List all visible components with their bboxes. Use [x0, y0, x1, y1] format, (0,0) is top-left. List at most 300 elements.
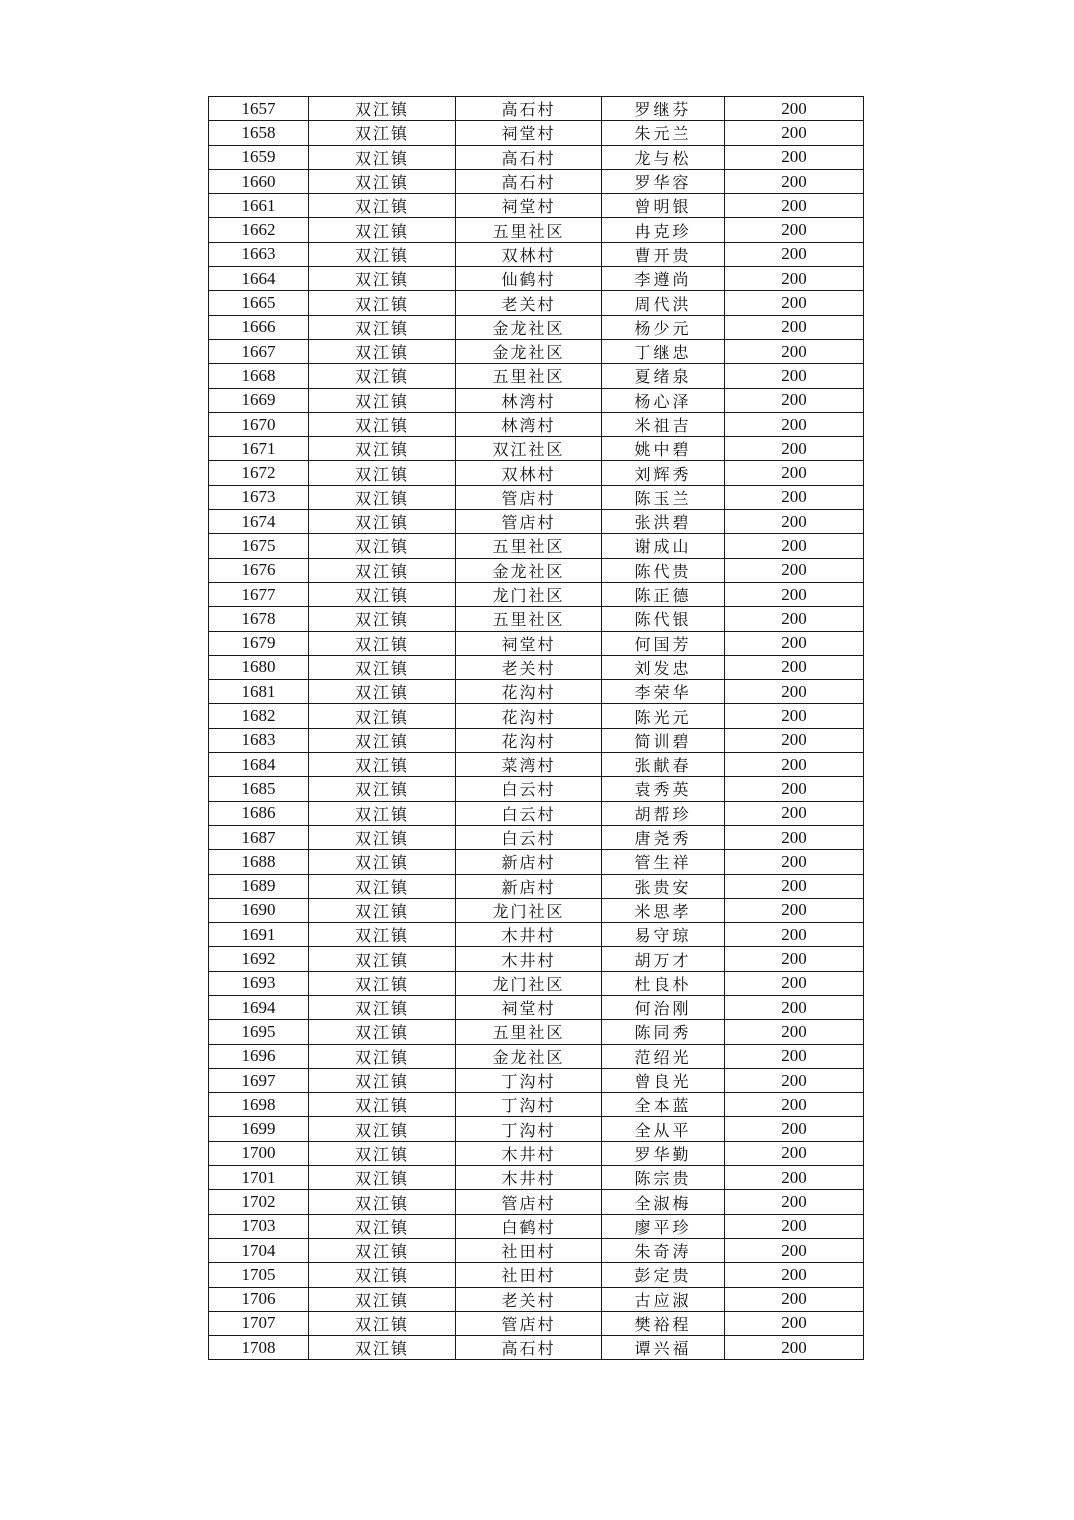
- town-cell: 双江镇: [309, 850, 456, 874]
- table-row: [209, 923, 864, 947]
- amount-cell: 200: [725, 364, 864, 388]
- row-number-cell: 1703: [209, 1214, 309, 1238]
- row-number-cell: 1664: [209, 267, 309, 291]
- town-cell: 双江镇: [309, 1093, 456, 1117]
- amount-cell: 200: [725, 898, 864, 922]
- person-name-cell: 全从平: [602, 1117, 725, 1141]
- table-row: [209, 1068, 864, 1092]
- table-row: [209, 242, 864, 266]
- table-row: [209, 1166, 864, 1190]
- village-cell: 龙门社区: [456, 582, 602, 606]
- village-cell: 木井村: [456, 1141, 602, 1165]
- village-cell: 祠堂村: [456, 121, 602, 145]
- row-number-cell: 1680: [209, 655, 309, 679]
- village-cell: 菜湾村: [456, 753, 602, 777]
- amount-cell: 200: [725, 412, 864, 436]
- town-cell: 双江镇: [309, 1263, 456, 1287]
- town-cell: 双江镇: [309, 97, 456, 121]
- town-cell: 双江镇: [309, 971, 456, 995]
- village-cell: 祠堂村: [456, 995, 602, 1019]
- town-cell: 双江镇: [309, 923, 456, 947]
- row-number-cell: 1667: [209, 339, 309, 363]
- row-number-cell: 1671: [209, 437, 309, 461]
- town-cell: 双江镇: [309, 753, 456, 777]
- town-cell: 双江镇: [309, 145, 456, 169]
- amount-cell: 200: [725, 607, 864, 631]
- town-cell: 双江镇: [309, 388, 456, 412]
- village-cell: 双江社区: [456, 437, 602, 461]
- person-name-cell: 刘发忠: [602, 655, 725, 679]
- village-cell: 新店村: [456, 874, 602, 898]
- table-row: [209, 388, 864, 412]
- village-cell: 老关村: [456, 655, 602, 679]
- village-cell: 金龙社区: [456, 339, 602, 363]
- person-name-cell: 樊裕程: [602, 1311, 725, 1335]
- person-name-cell: 龙与松: [602, 145, 725, 169]
- village-cell: 丁沟村: [456, 1068, 602, 1092]
- village-cell: 木井村: [456, 1166, 602, 1190]
- town-cell: 双江镇: [309, 801, 456, 825]
- amount-cell: 200: [725, 218, 864, 242]
- village-cell: 管店村: [456, 1190, 602, 1214]
- amount-cell: 200: [725, 680, 864, 704]
- amount-cell: 200: [725, 874, 864, 898]
- village-cell: 新店村: [456, 850, 602, 874]
- town-cell: 双江镇: [309, 364, 456, 388]
- row-number-cell: 1658: [209, 121, 309, 145]
- village-cell: 老关村: [456, 1287, 602, 1311]
- town-cell: 双江镇: [309, 898, 456, 922]
- village-cell: 社田村: [456, 1238, 602, 1262]
- person-name-cell: 陈宗贵: [602, 1166, 725, 1190]
- row-number-cell: 1694: [209, 995, 309, 1019]
- amount-cell: 200: [725, 1214, 864, 1238]
- village-cell: 五里社区: [456, 364, 602, 388]
- amount-cell: 200: [725, 1238, 864, 1262]
- row-number-cell: 1661: [209, 194, 309, 218]
- person-name-cell: 杨少元: [602, 315, 725, 339]
- village-cell: 花沟村: [456, 728, 602, 752]
- table-row: [209, 1020, 864, 1044]
- table-row: [209, 291, 864, 315]
- row-number-cell: 1659: [209, 145, 309, 169]
- town-cell: 双江镇: [309, 631, 456, 655]
- amount-cell: 200: [725, 1336, 864, 1360]
- town-cell: 双江镇: [309, 534, 456, 558]
- row-number-cell: 1702: [209, 1190, 309, 1214]
- person-name-cell: 陈光元: [602, 704, 725, 728]
- table-row: [209, 607, 864, 631]
- amount-cell: 200: [725, 510, 864, 534]
- row-number-cell: 1678: [209, 607, 309, 631]
- row-number-cell: 1688: [209, 850, 309, 874]
- amount-cell: 200: [725, 801, 864, 825]
- person-name-cell: 丁继忠: [602, 339, 725, 363]
- town-cell: 双江镇: [309, 874, 456, 898]
- table-row: [209, 558, 864, 582]
- roster-table-body: [209, 97, 864, 1360]
- village-cell: 白鹤村: [456, 1214, 602, 1238]
- table-row: [209, 145, 864, 169]
- row-number-cell: 1696: [209, 1044, 309, 1068]
- table-row: [209, 194, 864, 218]
- row-number-cell: 1672: [209, 461, 309, 485]
- person-name-cell: 曾明银: [602, 194, 725, 218]
- person-name-cell: 袁秀英: [602, 777, 725, 801]
- village-cell: 高石村: [456, 1336, 602, 1360]
- person-name-cell: 陈同秀: [602, 1020, 725, 1044]
- row-number-cell: 1660: [209, 169, 309, 193]
- town-cell: 双江镇: [309, 1166, 456, 1190]
- village-cell: 祠堂村: [456, 194, 602, 218]
- table-row: [209, 1311, 864, 1335]
- person-name-cell: 唐尧秀: [602, 825, 725, 849]
- table-row: [209, 97, 864, 121]
- person-name-cell: 陈代贵: [602, 558, 725, 582]
- village-cell: 五里社区: [456, 534, 602, 558]
- town-cell: 双江镇: [309, 461, 456, 485]
- person-name-cell: 陈代银: [602, 607, 725, 631]
- table-row: [209, 339, 864, 363]
- person-name-cell: 何国芳: [602, 631, 725, 655]
- row-number-cell: 1669: [209, 388, 309, 412]
- person-name-cell: 冉克珍: [602, 218, 725, 242]
- town-cell: 双江镇: [309, 194, 456, 218]
- table-row: [209, 947, 864, 971]
- amount-cell: 200: [725, 485, 864, 509]
- town-cell: 双江镇: [309, 1238, 456, 1262]
- village-cell: 五里社区: [456, 1020, 602, 1044]
- amount-cell: 200: [725, 121, 864, 145]
- table-row: [209, 461, 864, 485]
- person-name-cell: 姚中碧: [602, 437, 725, 461]
- person-name-cell: 罗华容: [602, 169, 725, 193]
- person-name-cell: 李遵尚: [602, 267, 725, 291]
- amount-cell: 200: [725, 1141, 864, 1165]
- row-number-cell: 1706: [209, 1287, 309, 1311]
- row-number-cell: 1708: [209, 1336, 309, 1360]
- town-cell: 双江镇: [309, 1117, 456, 1141]
- amount-cell: 200: [725, 169, 864, 193]
- village-cell: 花沟村: [456, 704, 602, 728]
- table-row: [209, 582, 864, 606]
- person-name-cell: 曾良光: [602, 1068, 725, 1092]
- town-cell: 双江镇: [309, 825, 456, 849]
- row-number-cell: 1687: [209, 825, 309, 849]
- village-cell: 祠堂村: [456, 631, 602, 655]
- person-name-cell: 米祖吉: [602, 412, 725, 436]
- table-row: [209, 680, 864, 704]
- amount-cell: 200: [725, 777, 864, 801]
- row-number-cell: 1663: [209, 242, 309, 266]
- table-row: [209, 971, 864, 995]
- table-row: [209, 412, 864, 436]
- table-row: [209, 1093, 864, 1117]
- amount-cell: 200: [725, 437, 864, 461]
- table-row: [209, 704, 864, 728]
- row-number-cell: 1683: [209, 728, 309, 752]
- row-number-cell: 1691: [209, 923, 309, 947]
- amount-cell: 200: [725, 194, 864, 218]
- village-cell: 花沟村: [456, 680, 602, 704]
- table-row: [209, 1190, 864, 1214]
- row-number-cell: 1668: [209, 364, 309, 388]
- amount-cell: 200: [725, 97, 864, 121]
- row-number-cell: 1685: [209, 777, 309, 801]
- village-cell: 社田村: [456, 1263, 602, 1287]
- town-cell: 双江镇: [309, 339, 456, 363]
- table-row: [209, 267, 864, 291]
- table-row: [209, 1238, 864, 1262]
- person-name-cell: 简训碧: [602, 728, 725, 752]
- town-cell: 双江镇: [309, 777, 456, 801]
- person-name-cell: 全本蓝: [602, 1093, 725, 1117]
- amount-cell: 200: [725, 1287, 864, 1311]
- table-row: [209, 1117, 864, 1141]
- person-name-cell: 张洪碧: [602, 510, 725, 534]
- town-cell: 双江镇: [309, 242, 456, 266]
- amount-cell: 200: [725, 995, 864, 1019]
- table-row: [209, 169, 864, 193]
- village-cell: 双林村: [456, 242, 602, 266]
- row-number-cell: 1699: [209, 1117, 309, 1141]
- row-number-cell: 1707: [209, 1311, 309, 1335]
- village-cell: 白云村: [456, 801, 602, 825]
- village-cell: 仙鹤村: [456, 267, 602, 291]
- table-row: [209, 801, 864, 825]
- amount-cell: 200: [725, 728, 864, 752]
- village-cell: 金龙社区: [456, 1044, 602, 1068]
- table-row: [209, 825, 864, 849]
- village-cell: 丁沟村: [456, 1117, 602, 1141]
- town-cell: 双江镇: [309, 607, 456, 631]
- village-cell: 白云村: [456, 777, 602, 801]
- row-number-cell: 1704: [209, 1238, 309, 1262]
- person-name-cell: 杜良朴: [602, 971, 725, 995]
- table-row: [209, 631, 864, 655]
- table-row: [209, 1287, 864, 1311]
- village-cell: 管店村: [456, 485, 602, 509]
- table-row: [209, 1214, 864, 1238]
- row-number-cell: 1705: [209, 1263, 309, 1287]
- village-cell: 龙门社区: [456, 971, 602, 995]
- village-cell: 管店村: [456, 1311, 602, 1335]
- table-row: [209, 534, 864, 558]
- amount-cell: 200: [725, 242, 864, 266]
- town-cell: 双江镇: [309, 704, 456, 728]
- village-cell: 五里社区: [456, 607, 602, 631]
- table-row: [209, 437, 864, 461]
- table-row: [209, 218, 864, 242]
- amount-cell: 200: [725, 1117, 864, 1141]
- village-cell: 高石村: [456, 145, 602, 169]
- table-row: [209, 874, 864, 898]
- village-cell: 金龙社区: [456, 315, 602, 339]
- person-name-cell: 谢成山: [602, 534, 725, 558]
- town-cell: 双江镇: [309, 582, 456, 606]
- row-number-cell: 1697: [209, 1068, 309, 1092]
- village-cell: 双林村: [456, 461, 602, 485]
- amount-cell: 200: [725, 1044, 864, 1068]
- person-name-cell: 夏绪泉: [602, 364, 725, 388]
- table-row: [209, 655, 864, 679]
- town-cell: 双江镇: [309, 1141, 456, 1165]
- row-number-cell: 1674: [209, 510, 309, 534]
- town-cell: 双江镇: [309, 1020, 456, 1044]
- town-cell: 双江镇: [309, 315, 456, 339]
- person-name-cell: 何治刚: [602, 995, 725, 1019]
- row-number-cell: 1700: [209, 1141, 309, 1165]
- town-cell: 双江镇: [309, 728, 456, 752]
- person-name-cell: 朱元兰: [602, 121, 725, 145]
- village-cell: 管店村: [456, 510, 602, 534]
- amount-cell: 200: [725, 923, 864, 947]
- row-number-cell: 1675: [209, 534, 309, 558]
- row-number-cell: 1690: [209, 898, 309, 922]
- person-name-cell: 杨心泽: [602, 388, 725, 412]
- row-number-cell: 1692: [209, 947, 309, 971]
- town-cell: 双江镇: [309, 558, 456, 582]
- person-name-cell: 张贵安: [602, 874, 725, 898]
- person-name-cell: 米思孝: [602, 898, 725, 922]
- row-number-cell: 1662: [209, 218, 309, 242]
- amount-cell: 200: [725, 339, 864, 363]
- village-cell: 高石村: [456, 169, 602, 193]
- person-name-cell: 全淑梅: [602, 1190, 725, 1214]
- amount-cell: 200: [725, 388, 864, 412]
- village-cell: 高石村: [456, 97, 602, 121]
- table-row: [209, 364, 864, 388]
- table-row: [209, 1141, 864, 1165]
- person-name-cell: 胡帮珍: [602, 801, 725, 825]
- row-number-cell: 1698: [209, 1093, 309, 1117]
- person-name-cell: 陈正德: [602, 582, 725, 606]
- person-name-cell: 管生祥: [602, 850, 725, 874]
- row-number-cell: 1670: [209, 412, 309, 436]
- amount-cell: 200: [725, 267, 864, 291]
- amount-cell: 200: [725, 558, 864, 582]
- town-cell: 双江镇: [309, 267, 456, 291]
- person-name-cell: 陈玉兰: [602, 485, 725, 509]
- row-number-cell: 1684: [209, 753, 309, 777]
- amount-cell: 200: [725, 291, 864, 315]
- row-number-cell: 1695: [209, 1020, 309, 1044]
- row-number-cell: 1676: [209, 558, 309, 582]
- amount-cell: 200: [725, 655, 864, 679]
- amount-cell: 200: [725, 1263, 864, 1287]
- town-cell: 双江镇: [309, 412, 456, 436]
- table-row: [209, 850, 864, 874]
- person-name-cell: 古应淑: [602, 1287, 725, 1311]
- village-cell: 白云村: [456, 825, 602, 849]
- row-number-cell: 1677: [209, 582, 309, 606]
- table-row: [209, 121, 864, 145]
- person-name-cell: 刘辉秀: [602, 461, 725, 485]
- town-cell: 双江镇: [309, 1214, 456, 1238]
- town-cell: 双江镇: [309, 437, 456, 461]
- person-name-cell: 谭兴福: [602, 1336, 725, 1360]
- person-name-cell: 李荣华: [602, 680, 725, 704]
- person-name-cell: 周代洪: [602, 291, 725, 315]
- village-cell: 林湾村: [456, 412, 602, 436]
- town-cell: 双江镇: [309, 121, 456, 145]
- amount-cell: 200: [725, 461, 864, 485]
- table-row: [209, 315, 864, 339]
- row-number-cell: 1682: [209, 704, 309, 728]
- town-cell: 双江镇: [309, 169, 456, 193]
- row-number-cell: 1666: [209, 315, 309, 339]
- subsidy-roster-table: [208, 96, 864, 1360]
- person-name-cell: 罗继芬: [602, 97, 725, 121]
- village-cell: 龙门社区: [456, 898, 602, 922]
- table-row: [209, 777, 864, 801]
- person-name-cell: 易守琼: [602, 923, 725, 947]
- table-row: [209, 510, 864, 534]
- amount-cell: 200: [725, 1311, 864, 1335]
- person-name-cell: 范绍光: [602, 1044, 725, 1068]
- table-row: [209, 728, 864, 752]
- village-cell: 丁沟村: [456, 1093, 602, 1117]
- person-name-cell: 朱奇涛: [602, 1238, 725, 1262]
- row-number-cell: 1693: [209, 971, 309, 995]
- table-row: [209, 1336, 864, 1360]
- person-name-cell: 廖平珍: [602, 1214, 725, 1238]
- town-cell: 双江镇: [309, 995, 456, 1019]
- village-cell: 金龙社区: [456, 558, 602, 582]
- amount-cell: 200: [725, 753, 864, 777]
- town-cell: 双江镇: [309, 510, 456, 534]
- person-name-cell: 胡万才: [602, 947, 725, 971]
- amount-cell: 200: [725, 1093, 864, 1117]
- row-number-cell: 1686: [209, 801, 309, 825]
- town-cell: 双江镇: [309, 291, 456, 315]
- person-name-cell: 罗华勤: [602, 1141, 725, 1165]
- amount-cell: 200: [725, 825, 864, 849]
- town-cell: 双江镇: [309, 1311, 456, 1335]
- town-cell: 双江镇: [309, 680, 456, 704]
- person-name-cell: 曹开贵: [602, 242, 725, 266]
- amount-cell: 200: [725, 1190, 864, 1214]
- amount-cell: 200: [725, 315, 864, 339]
- village-cell: 五里社区: [456, 218, 602, 242]
- town-cell: 双江镇: [309, 485, 456, 509]
- person-name-cell: 彭定贵: [602, 1263, 725, 1287]
- row-number-cell: 1665: [209, 291, 309, 315]
- amount-cell: 200: [725, 704, 864, 728]
- amount-cell: 200: [725, 1068, 864, 1092]
- table-row: [209, 1263, 864, 1287]
- table-row: [209, 995, 864, 1019]
- person-name-cell: 张献春: [602, 753, 725, 777]
- amount-cell: 200: [725, 947, 864, 971]
- amount-cell: 200: [725, 1166, 864, 1190]
- amount-cell: 200: [725, 534, 864, 558]
- row-number-cell: 1657: [209, 97, 309, 121]
- amount-cell: 200: [725, 582, 864, 606]
- town-cell: 双江镇: [309, 218, 456, 242]
- row-number-cell: 1679: [209, 631, 309, 655]
- row-number-cell: 1701: [209, 1166, 309, 1190]
- town-cell: 双江镇: [309, 1068, 456, 1092]
- row-number-cell: 1673: [209, 485, 309, 509]
- town-cell: 双江镇: [309, 1190, 456, 1214]
- village-cell: 老关村: [456, 291, 602, 315]
- town-cell: 双江镇: [309, 1287, 456, 1311]
- table-row: [209, 485, 864, 509]
- amount-cell: 200: [725, 971, 864, 995]
- village-cell: 木井村: [456, 923, 602, 947]
- table-row: [209, 1044, 864, 1068]
